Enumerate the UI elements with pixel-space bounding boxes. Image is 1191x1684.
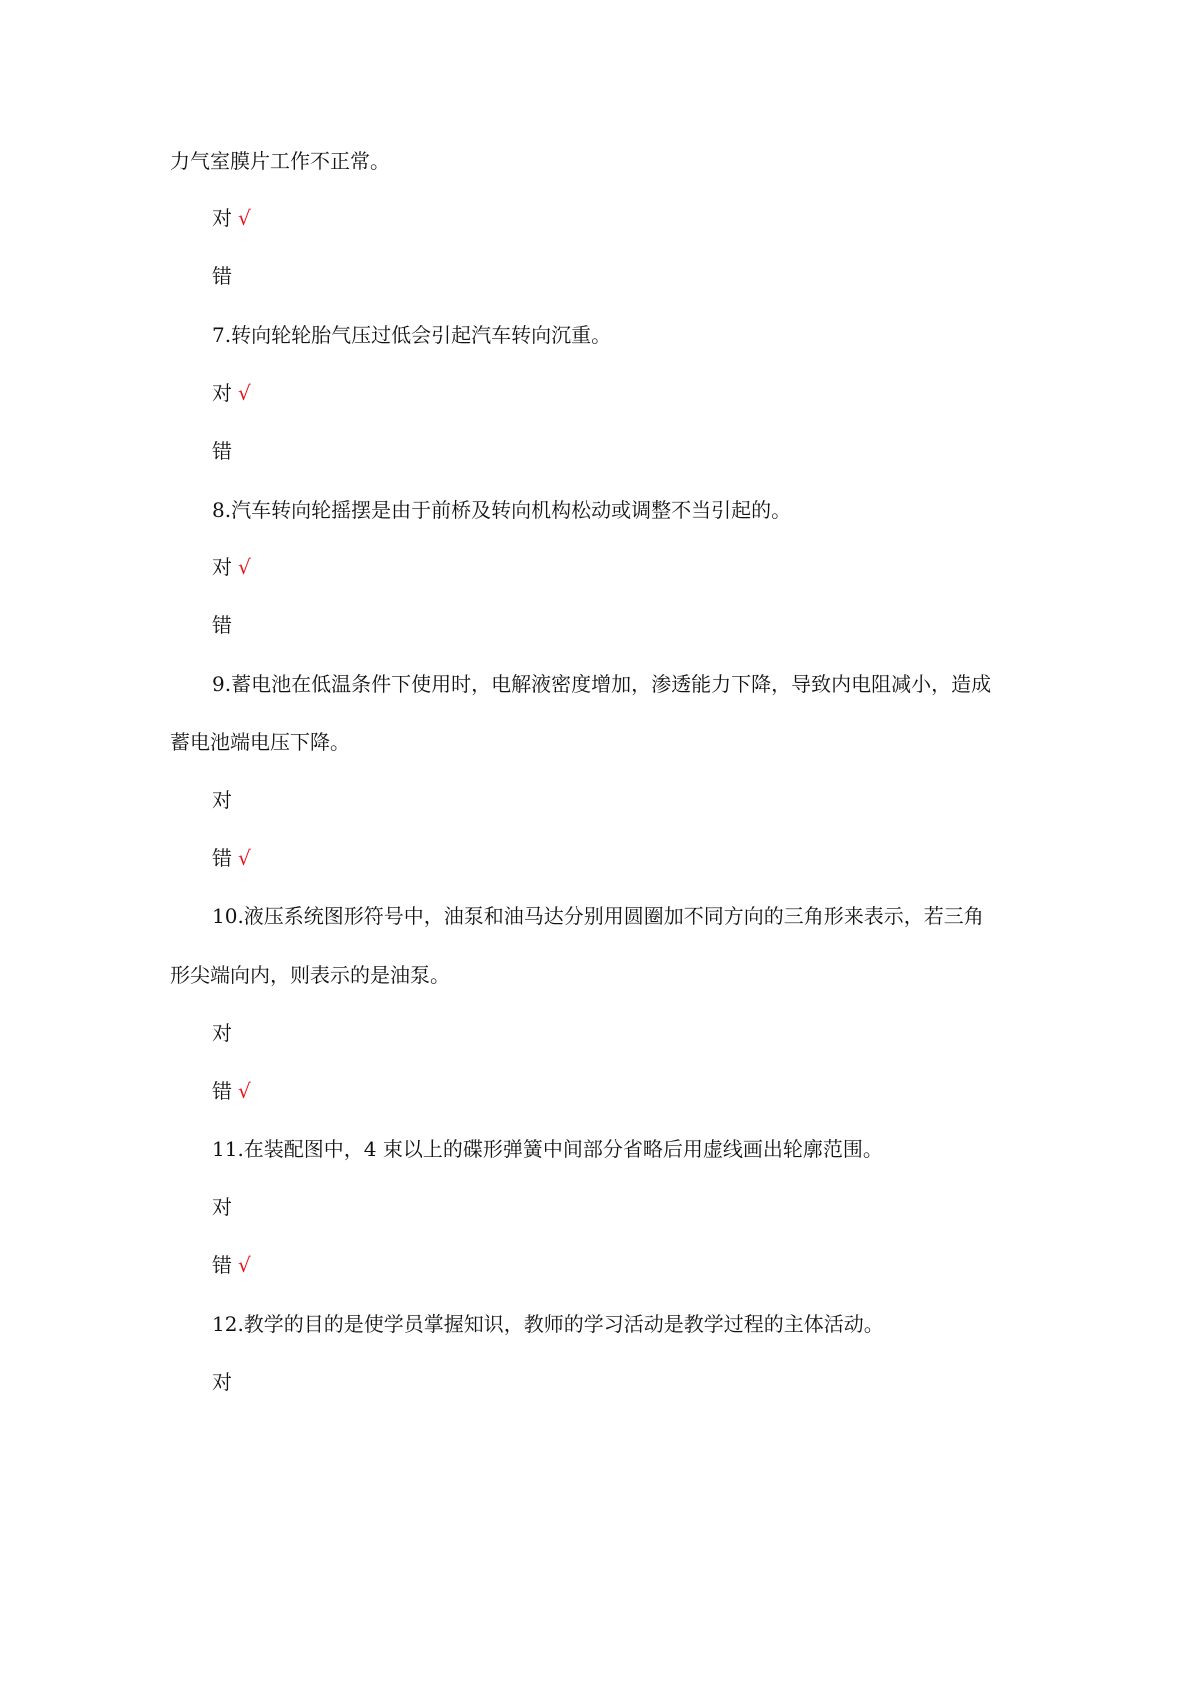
option-label: 对	[212, 788, 232, 812]
option-label: 对	[212, 1370, 232, 1394]
question-9-text-line2: 蓄电池端电压下降。	[170, 730, 350, 754]
question-6-text: 力气室膜片工作不正常。	[170, 149, 390, 173]
q11-option-true	[212, 1193, 232, 1221]
q11-option-false	[212, 1251, 251, 1279]
option-label: 错	[212, 264, 232, 288]
question-9-text-line1: 9.蓄电池在低温条件下使用时，电解液密度增加，渗透能力下降，导致内电阻减小，造成	[212, 672, 992, 696]
question-7-text: 7.转向轮轮胎气压过低会引起汽车转向沉重。	[212, 323, 612, 347]
q9-option-true	[212, 786, 232, 814]
option-label: 对	[212, 381, 232, 405]
q8-option-false	[212, 611, 232, 639]
question-10-text-line2: 形尖端向内，则表示的是油泵。	[170, 963, 450, 987]
option-label: 错	[212, 613, 232, 637]
question-12-text: 12.教学的目的是使学员掌握知识，教师的学习活动是教学过程的主体活动。	[212, 1312, 884, 1336]
check-mark-icon: √	[238, 1079, 251, 1103]
check-mark-icon: √	[238, 206, 251, 230]
option-label: 对	[212, 555, 232, 579]
option-label: 对	[212, 206, 232, 230]
option-label: 错	[212, 846, 232, 870]
check-mark-icon: √	[238, 1253, 251, 1277]
q10-option-true	[212, 1019, 232, 1047]
check-mark-icon: √	[238, 381, 251, 405]
question-10-text-line1: 10.液压系统图形符号中，油泵和油马达分别用圆圈加不同方向的三角形来表示，若三角	[212, 904, 984, 928]
q12-option-true	[212, 1368, 232, 1396]
check-mark-icon: √	[238, 846, 251, 870]
q7-option-false	[212, 437, 232, 465]
question-11-text: 11.在装配图中，4 束以上的碟形弹簧中间部分省略后用虚线画出轮廓范围。	[212, 1137, 883, 1161]
option-label: 错	[212, 439, 232, 463]
check-mark-icon: √	[238, 555, 251, 579]
q7-option-true	[212, 379, 251, 407]
q8-option-true	[212, 553, 251, 581]
question-8-text: 8.汽车转向轮摇摆是由于前桥及转向机构松动或调整不当引起的。	[212, 498, 792, 522]
option-label: 错	[212, 1079, 232, 1103]
q6-option-false	[212, 262, 232, 290]
option-label: 错	[212, 1253, 232, 1277]
q6-option-true	[212, 204, 251, 232]
option-label: 对	[212, 1195, 232, 1219]
option-label: 对	[212, 1021, 232, 1045]
q10-option-false	[212, 1077, 251, 1105]
q9-option-false	[212, 844, 251, 872]
